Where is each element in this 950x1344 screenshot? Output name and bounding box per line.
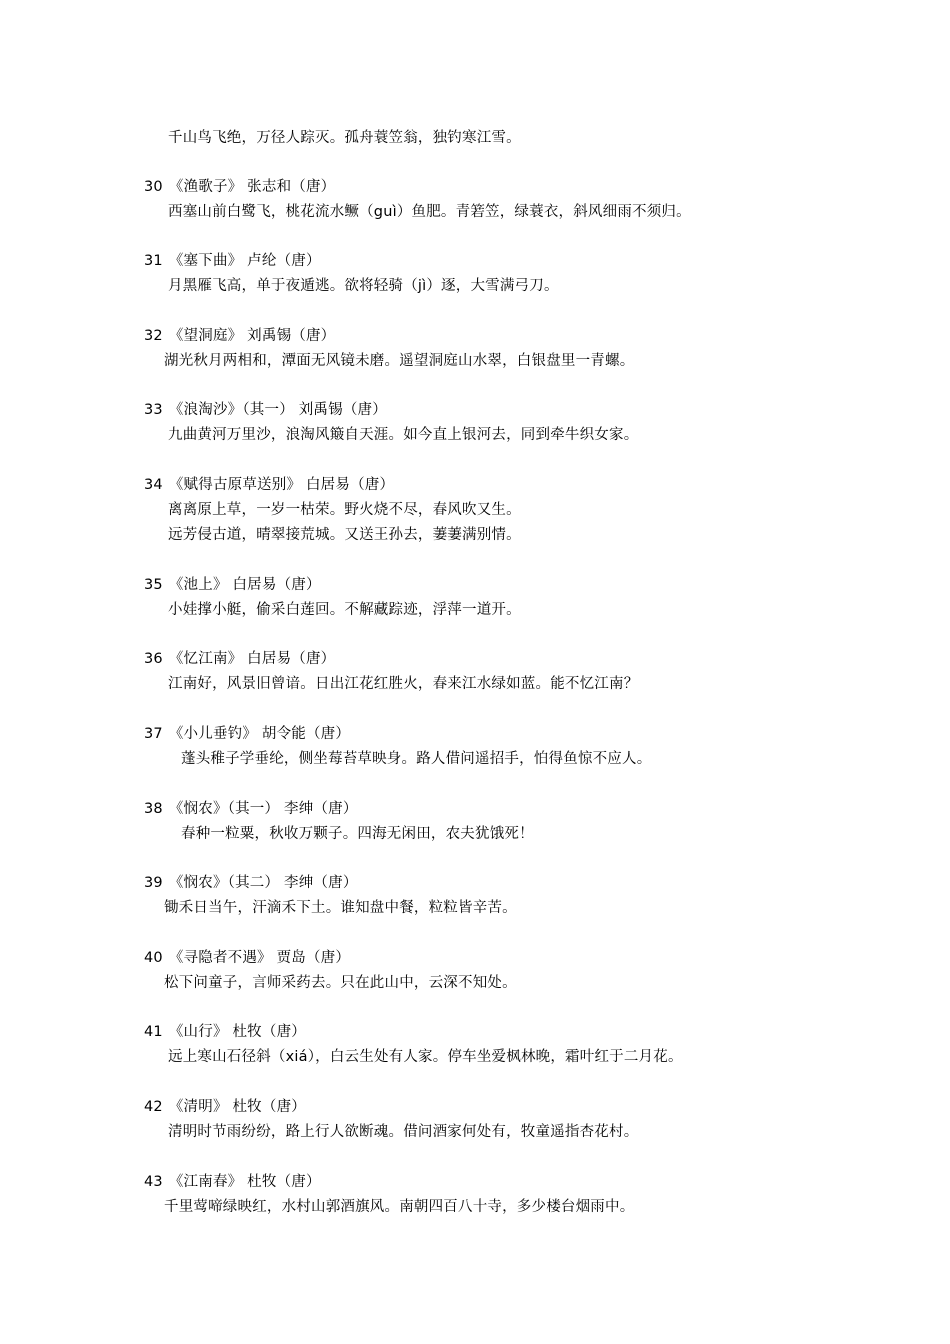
poem-heading <box>144 1173 321 1191</box>
poem-line: 蓬头稚子学垂纶，侧坐莓苔草映身。路人借问遥招手，怕得鱼惊不应人。 <box>181 751 652 767</box>
poem-title: 《清明》 杜牧（唐） <box>168 1099 306 1115</box>
poem-title: 《渔歌子》 张志和（唐） <box>168 179 336 195</box>
poem-title: 《江南春》 杜牧（唐） <box>168 1174 321 1190</box>
poem-line: 松下问童子，言师采药去。只在此山中，云深不知处。 <box>164 975 517 991</box>
poem-heading <box>144 800 358 818</box>
poem-line: 江南好，风景旧曾谙。日出江花红胜火，春来江水绿如蓝。能不忆江南？ <box>168 676 639 692</box>
poem-number: 35 <box>144 577 163 593</box>
poem-line: 远上寒山石径斜（xiá），白云生处有人家。停车坐爱枫林晚，霜叶红于二月花。 <box>168 1049 683 1065</box>
poem-line: 离离原上草，一岁一枯荣。野火烧不尽，春风吹又生。 <box>168 502 521 518</box>
poem-line: 小娃撑小艇，偷采白莲回。不解藏踪迹，浮萍一道开。 <box>168 602 521 618</box>
poem-number: 39 <box>144 875 163 891</box>
poem-line: 千山鸟飞绝，万径人踪灭。孤舟蓑笠翁，独钓寒江雪。 <box>168 130 521 146</box>
poem-line: 湖光秋月两相和，潭面无风镜未磨。遥望洞庭山水翠，白银盘里一青螺。 <box>164 353 635 369</box>
poem-line: 月黑雁飞高，单于夜遁逃。欲将轻骑（jì）逐，大雪满弓刀。 <box>168 278 559 294</box>
poem-line: 西塞山前白鹭飞，桃花流水鳜（guì）鱼肥。青箬笠，绿蓑衣，斜风细雨不须归。 <box>168 204 691 220</box>
poem-heading <box>144 178 335 196</box>
poem-title: 《悯农》（其一） 李绅（唐） <box>168 801 358 817</box>
poem-heading <box>144 476 394 494</box>
poem-number: 36 <box>144 651 163 667</box>
poem-number: 38 <box>144 801 163 817</box>
poem-line: 九曲黄河万里沙，浪淘风簸自天涯。如今直上银河去，同到牵牛织女家。 <box>168 427 639 443</box>
poem-heading <box>144 650 335 668</box>
poem-heading <box>144 949 350 967</box>
poem-title: 《望洞庭》 刘禹锡（唐） <box>168 328 336 344</box>
poem-line: 千里莺啼绿映红，水村山郭酒旗风。南朝四百八十寺，多少楼台烟雨中。 <box>164 1199 635 1215</box>
poem-number: 43 <box>144 1174 163 1190</box>
poem-number: 31 <box>144 253 163 269</box>
poem-title: 《小儿垂钓》 胡令能（唐） <box>168 726 351 742</box>
poem-title: 《池上》 白居易（唐） <box>168 577 321 593</box>
poem-number: 34 <box>144 477 163 493</box>
poem-number: 40 <box>144 950 163 966</box>
poem-heading <box>144 874 358 892</box>
poem-number: 42 <box>144 1099 163 1115</box>
poem-number: 41 <box>144 1024 163 1040</box>
poem-title: 《忆江南》 白居易（唐） <box>168 651 336 667</box>
poem-heading <box>144 252 321 270</box>
poem-heading <box>144 1098 306 1116</box>
poem-title: 《赋得古原草送别》 白居易（唐） <box>168 477 395 493</box>
poem-number: 33 <box>144 402 163 418</box>
poem-title: 《悯农》（其二） 李绅（唐） <box>168 875 358 891</box>
poem-title: 《寻隐者不遇》 贾岛（唐） <box>168 950 351 966</box>
poem-number: 30 <box>144 179 163 195</box>
poem-line: 锄禾日当午，汗滴禾下土。谁知盘中餐，粒粒皆辛苦。 <box>164 900 517 916</box>
poem-heading <box>144 327 335 345</box>
poem-line: 春种一粒粟，秋收万颗子。四海无闲田，农夫犹饿死！ <box>181 826 534 842</box>
poem-line: 清明时节雨纷纷，路上行人欲断魂。借问酒家何处有，牧童遥指杏花村。 <box>168 1124 639 1140</box>
poem-number: 32 <box>144 328 163 344</box>
poem-title: 《浪淘沙》（其一） 刘禹锡（唐） <box>168 402 387 418</box>
poem-heading <box>144 1023 306 1041</box>
poem-title: 《山行》 杜牧（唐） <box>168 1024 306 1040</box>
poem-line: 远芳侵古道，晴翠接荒城。又送王孙去，萋萋满别情。 <box>168 527 521 543</box>
poem-heading <box>144 576 321 594</box>
poem-number: 37 <box>144 726 163 742</box>
poem-heading <box>144 401 387 419</box>
poem-heading <box>144 725 350 743</box>
poem-title: 《塞下曲》 卢纶（唐） <box>168 253 321 269</box>
